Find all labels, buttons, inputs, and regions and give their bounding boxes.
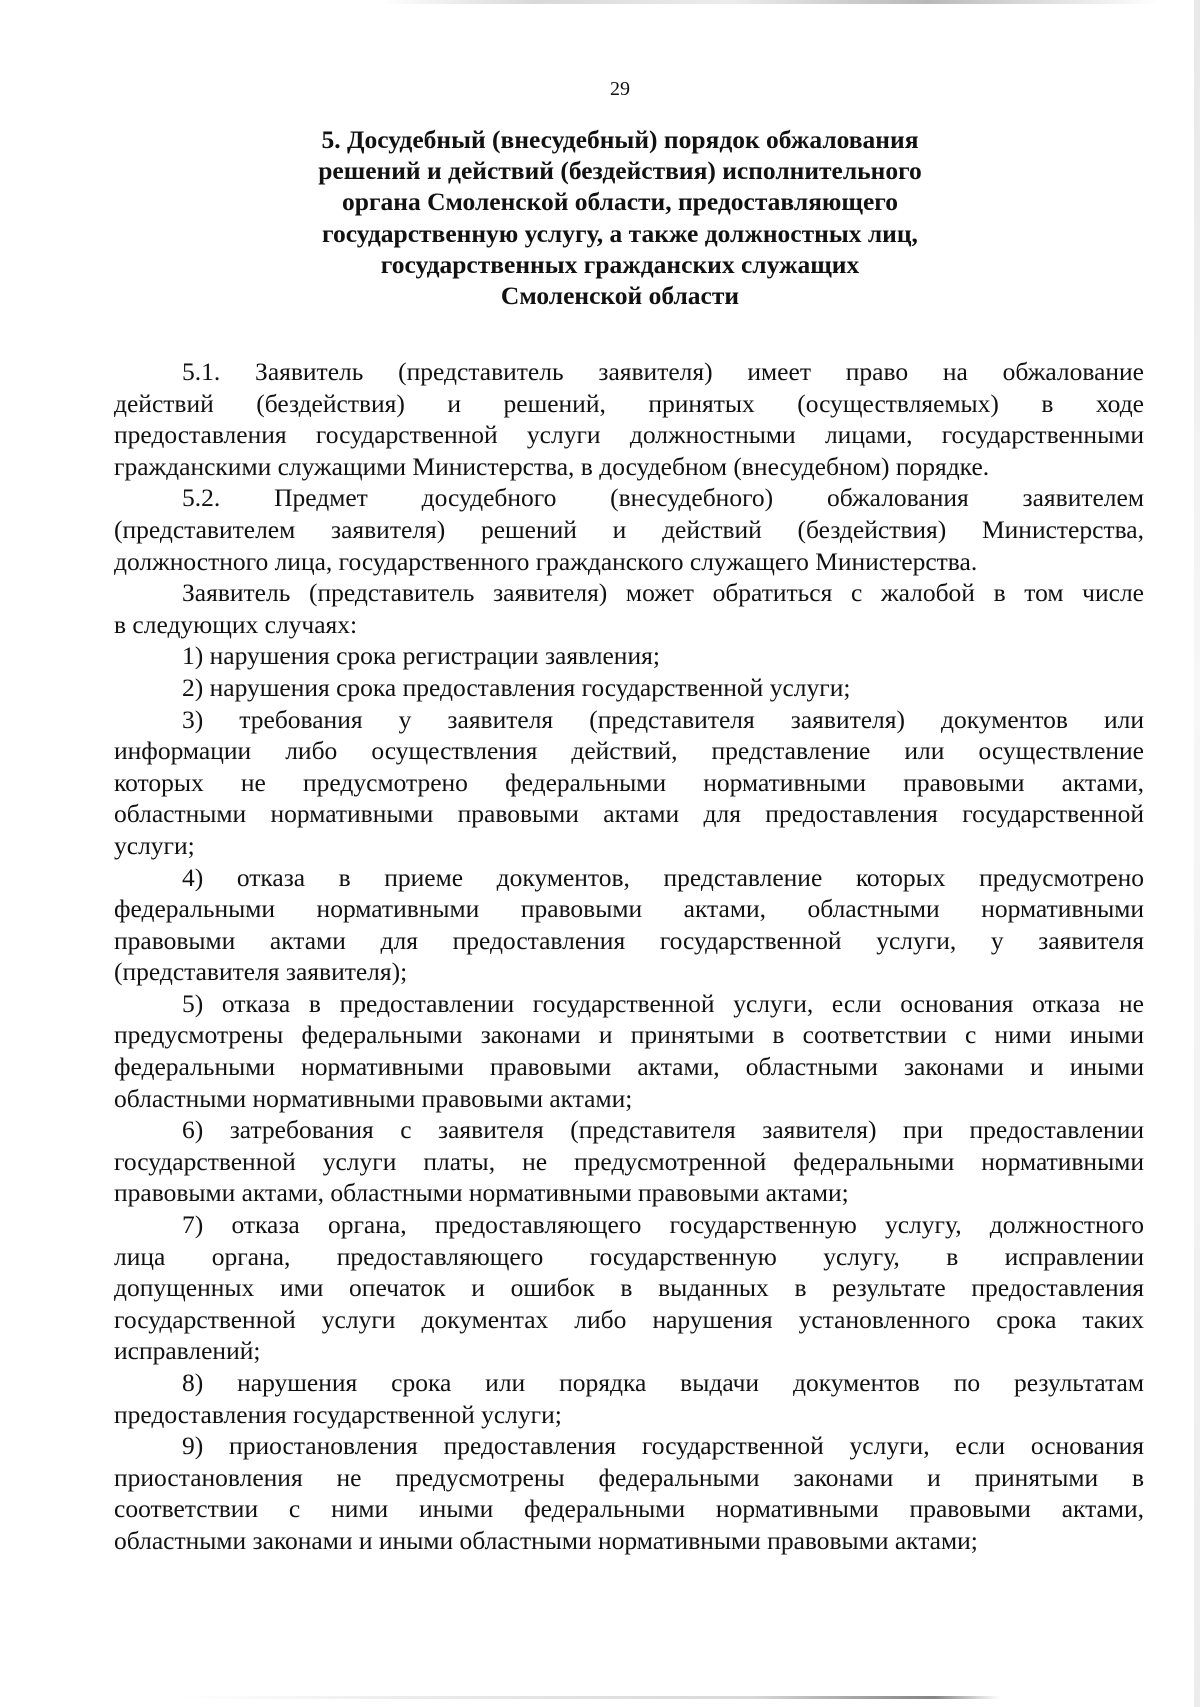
paragraph-line: 2) нарушения срока предоставления государственной услуги;	[182, 672, 851, 702]
paragraph-line: гражданскими служащими Министерства, в досудебном (внесудебном) порядке.	[114, 451, 990, 481]
paragraph-line: государственной услуги платы, не предусмотренной федеральными нормативными	[114, 1146, 1144, 1176]
paragraph-line: лица органа, предоставляющего государственную услугу, в исправлении	[114, 1241, 1144, 1271]
paragraph	[114, 1209, 1144, 1367]
paragraph	[114, 988, 1144, 1114]
section-heading	[200, 124, 1040, 311]
paragraph-line: которых не предусмотрено федеральными нормативными правовыми актами,	[114, 767, 1144, 797]
scan-edge-top	[380, 0, 1160, 4]
paragraph-line: 9) приостановления предоставления государственной услуги, если основания	[182, 1431, 1144, 1461]
heading-line: органа Смоленской области, предоставляющего	[342, 187, 898, 217]
paragraph-line: предусмотрены федеральными законами и принятыми в соответствии с ними иными	[114, 1020, 1144, 1050]
paragraph-line: соответствии с ними иными федеральными нормативными правовыми актами,	[114, 1494, 1144, 1524]
paragraph-line: 3) требования у заявителя (представителя заявителя) документов или	[182, 704, 1144, 734]
paragraph	[114, 704, 1144, 862]
page-number: 29	[610, 78, 630, 100]
heading-line: решений и действий (бездействия) исполнительного	[318, 156, 922, 186]
paragraph	[114, 672, 1144, 704]
paragraph-line: 6) затребования с заявителя (представителя заявителя) при предоставлении	[182, 1115, 1144, 1145]
scan-edge-right	[1194, 0, 1200, 1707]
paragraph-line: исправлений;	[114, 1336, 261, 1366]
paragraph-line: областными нормативными правовыми актами для предоставления государственной	[114, 799, 1144, 829]
paragraph-line: областными законами и иными областными нормативными правовыми актами;	[114, 1525, 978, 1555]
paragraph-line: услуги;	[114, 830, 195, 860]
heading-line: государственных гражданских служащих	[380, 249, 860, 279]
paragraph-line: областными нормативными правовыми актами;	[114, 1083, 633, 1113]
paragraph	[114, 482, 1144, 577]
paragraph	[114, 1114, 1144, 1209]
paragraph-line: 1) нарушения срока регистрации заявления;	[182, 641, 660, 671]
paragraph-line: федеральными нормативными правовыми актами, областными законами и иными	[114, 1052, 1144, 1082]
paragraph-line: информации либо осуществления действий, представление или осуществление	[114, 736, 1144, 766]
paragraph-line: в следующих случаях:	[114, 609, 358, 639]
paragraph	[114, 640, 1144, 672]
heading-line: Смоленской области	[500, 281, 740, 311]
body-text	[114, 356, 1144, 1557]
paragraph-line: 4) отказа в приеме документов, представление которых предусмотрено	[182, 862, 1144, 892]
paragraph-line: федеральными нормативными правовыми актами, областными нормативными	[114, 894, 1144, 924]
paragraph-line: 5) отказа в предоставлении государственной услуги, если основания отказа не	[182, 988, 1144, 1018]
paragraph-line: предоставления государственной услуги должностными лицами, государственными	[114, 420, 1144, 450]
paragraph-line: должностного лица, государственного гражданского служащего Министерства.	[114, 546, 978, 576]
paragraph-line: 5.1. Заявитель (представитель заявителя) имеет право на обжалование	[182, 357, 1144, 386]
paragraph-line: государственной услуги документах либо нарушения установленного срока таких	[114, 1304, 1144, 1334]
paragraph-line: действий (бездействия) и решений, принятых (осуществляемых) в ходе	[114, 388, 1144, 418]
paragraph-line: (представителем заявителя) решений и действий (бездействия) Министерства,	[114, 514, 1144, 544]
paragraph-line: правовыми актами, областными нормативными правовыми актами;	[114, 1178, 849, 1208]
scan-edge-bottom	[180, 1696, 1000, 1699]
paragraph	[114, 862, 1144, 988]
paragraph-line: Заявитель (представитель заявителя) может обратиться с жалобой в том числе	[182, 578, 1144, 608]
paragraph-line: приостановления не предусмотрены федеральными законами и принятыми в	[114, 1462, 1144, 1492]
paragraph-line: допущенных ими опечаток и ошибок в выданных в результате предоставления	[114, 1273, 1144, 1303]
paragraph-line: 5.2. Предмет досудебного (внесудебного) обжалования заявителем	[182, 483, 1144, 513]
paragraph-line: (представителя заявителя);	[114, 957, 408, 987]
heading-line: государственную услугу, а также должностных лиц,	[322, 218, 918, 248]
paragraph-line: правовыми актами для предоставления государственной услуги, у заявителя	[114, 925, 1144, 955]
paragraph-line: предоставления государственной услуги;	[114, 1399, 562, 1429]
paragraph	[114, 577, 1144, 640]
paragraph-line: 8) нарушения срока или порядка выдачи документов по результатам	[182, 1368, 1144, 1397]
paragraph	[114, 1367, 1144, 1430]
paragraph-line: 7) отказа органа, предоставляющего государственную услугу, должностного	[182, 1210, 1144, 1240]
paragraph	[114, 1430, 1144, 1556]
heading-line: 5. Досудебный (внесудебный) порядок обжалования	[321, 125, 919, 154]
paragraph	[114, 356, 1144, 482]
